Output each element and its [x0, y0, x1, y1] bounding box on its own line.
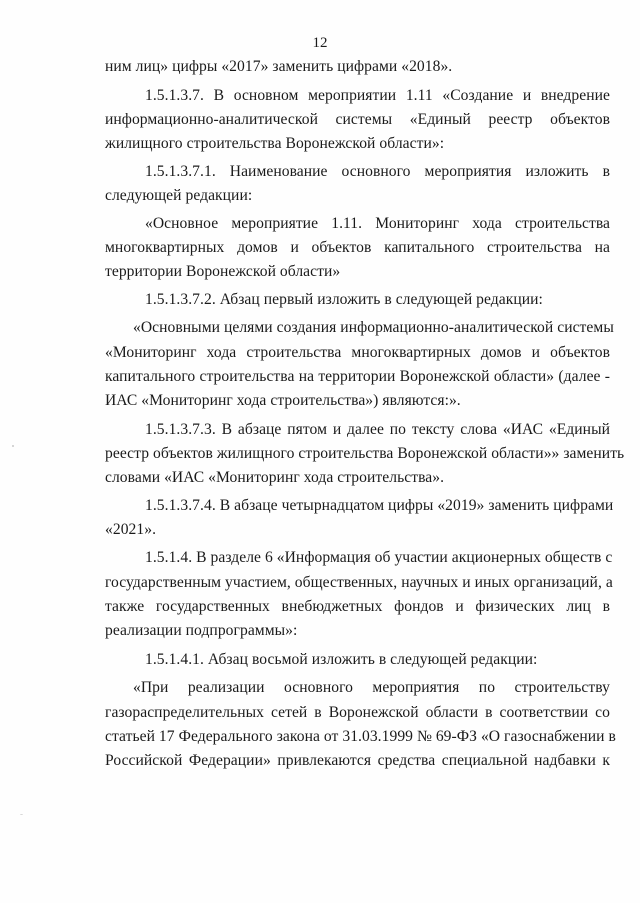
text-line: капитального строительства на территории Воронежской области» (далее -	[105, 368, 610, 385]
scan-speck	[12, 445, 14, 447]
text-line: словами «ИАС «Мониторинг хода строительства».	[105, 469, 445, 486]
text-line: ИАС «Мониторинг хода строительства») являются:».	[105, 392, 461, 409]
text-line: 1.5.1.4.1. Абзац восьмой изложить в следующей редакции:	[145, 651, 538, 668]
page-number: 12	[312, 35, 328, 51]
text-line: 1.5.1.3.7.3. В абзаце пятом и далее по тексту слова «ИАС «Единый	[145, 421, 610, 438]
text-line: информационно-аналитической системы «Единый реестр объектов	[105, 111, 610, 128]
text-line: «Основное мероприятие 1.11. Мониторинг хода строительства	[145, 215, 610, 232]
text-line: «Мониторинг хода строительства многоквартирных домов и объектов	[105, 344, 610, 361]
text-line: реализации подпрограммы»:	[105, 622, 298, 639]
text-line: реестр объектов жилищного строительства Воронежской области»» заменить	[105, 445, 625, 462]
text-line: 1.5.1.3.7.1. Наименование основного мероприятия изложить в	[145, 163, 610, 180]
text-line: «Основными целями создания информационно-аналитической системы	[133, 319, 614, 336]
text-line: жилищного строительства Воронежской области»:	[105, 135, 445, 152]
scan-speck	[20, 814, 23, 815]
text-line: ним лиц» цифры «2017» заменить цифрами «2018».	[105, 58, 453, 75]
text-line: многоквартирных домов и объектов капитального строительства на	[105, 239, 610, 256]
text-line: следующей редакции:	[105, 187, 253, 204]
text-line: 1.5.1.3.7.2. Абзац первый изложить в следующей редакции:	[145, 291, 543, 308]
text-line: статьей 17 Федерального закона от 31.03.1999 № 69-ФЗ «О газоснабжении в	[105, 728, 616, 745]
text-line: также государственных внебюджетных фондов и физических лиц в	[105, 598, 610, 615]
text-line: «2021».	[105, 521, 157, 538]
text-line: «При реализации основного мероприятия по строительству	[133, 679, 610, 696]
text-line: Российской Федерации» привлекаются средства специальной надбавки к	[105, 752, 610, 769]
text-line: 1.5.1.3.7. В основном мероприятии 1.11 «Создание и внедрение	[145, 87, 610, 104]
text-line: 1.5.1.4. В разделе 6 «Информация об участии акционерных обществ с	[145, 549, 613, 566]
text-line: газораспределительных сетей в Воронежской области в соответствии со	[105, 704, 610, 721]
text-line: 1.5.1.3.7.4. В абзаце четырнадцатом цифры «2019» заменить цифрами	[145, 497, 614, 514]
text-line: государственным участием, общественных, научных и иных организаций, а	[105, 574, 613, 591]
text-line: территории Воронежской области»	[105, 263, 341, 280]
